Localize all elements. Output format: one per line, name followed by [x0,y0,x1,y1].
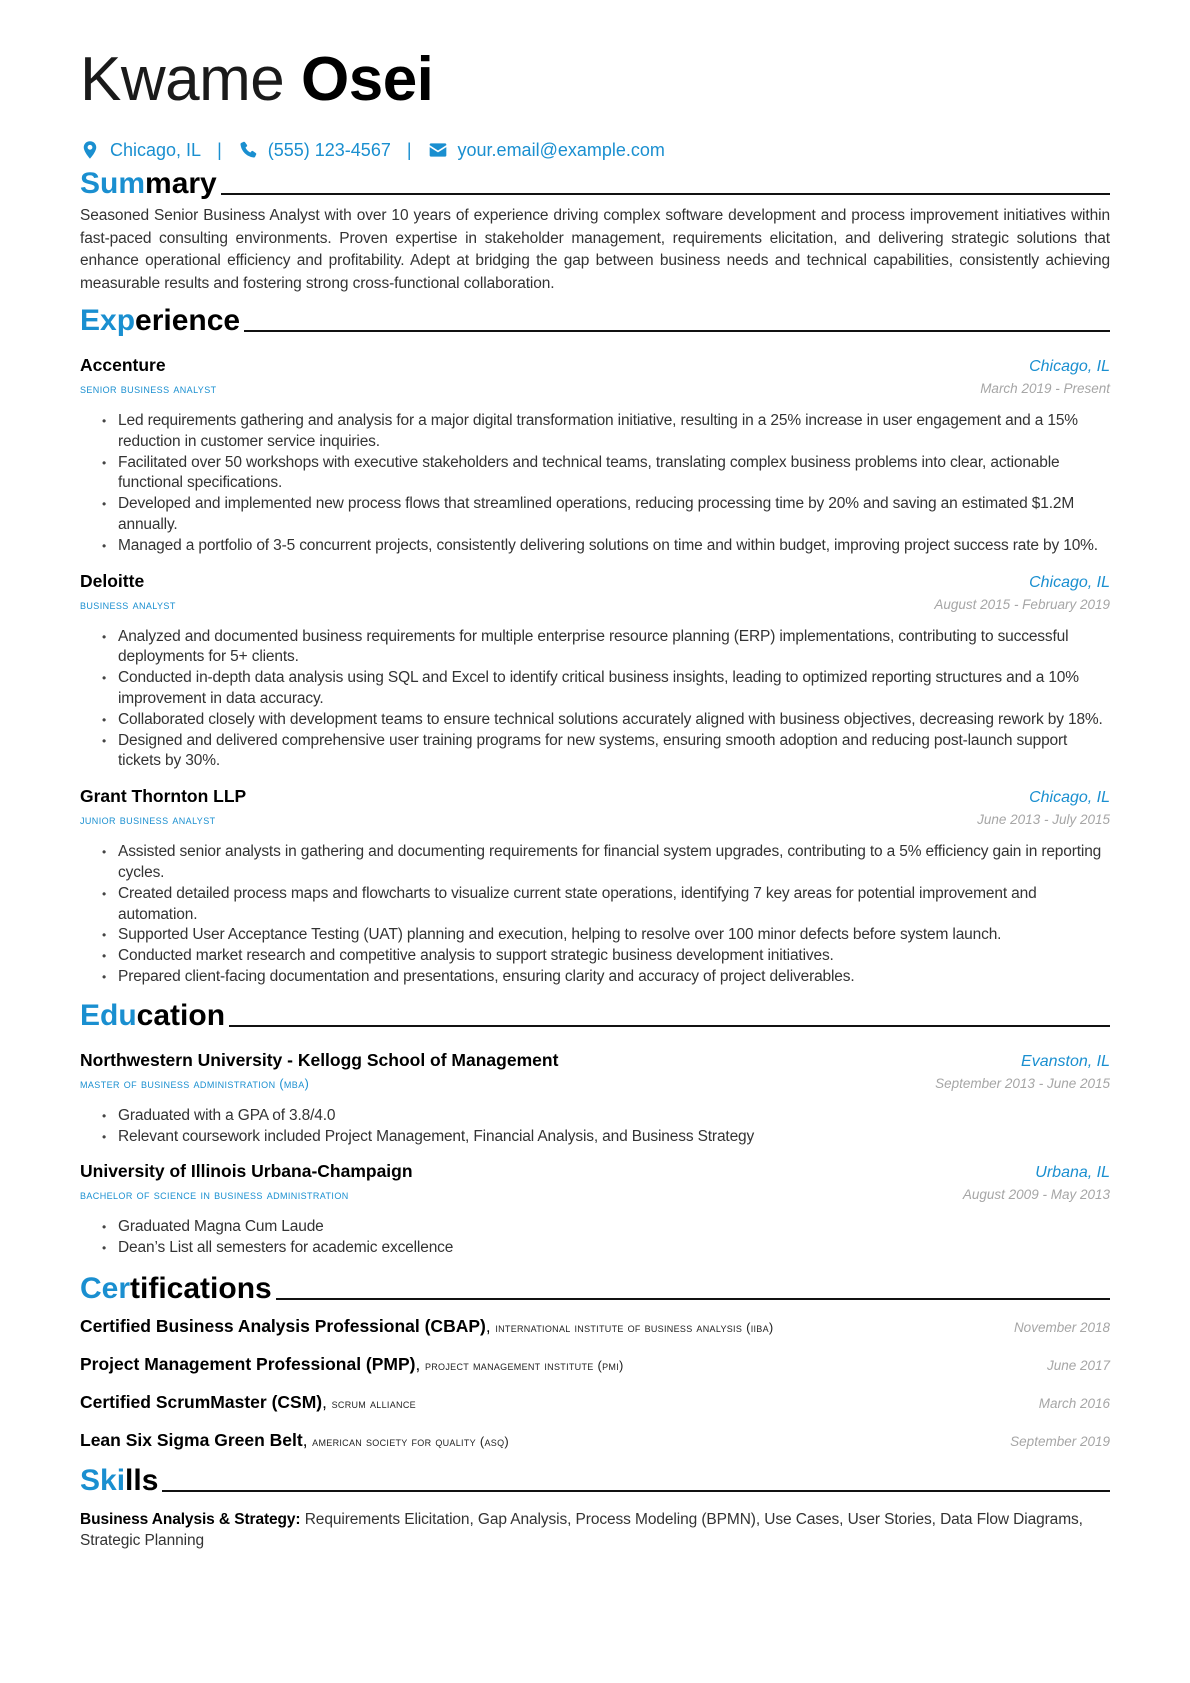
degree: bachelor of science in business administration [80,1188,349,1203]
bullet-item: • Relevant coursework included Project Management, Financial Analysis, and Business Strategy [102,1127,1110,1148]
cert-issuer: international institute of business analysis (iiba) [495,1319,774,1335]
job-bullets [102,411,1110,557]
location-text: Chicago, IL [110,139,202,160]
cert-date: June 2017 [1046,1357,1110,1373]
bullet-item: • Conducted market research and competitive analysis to support strategic business development initiatives. [102,946,1110,967]
skills-group-items: Requirements Elicitation, Gap Analysis, Process Modeling (BPMN), Use Cases, User Stories, Data Flow Diagrams, Strategic Planning [80,1510,1083,1549]
education-bullets [102,1106,1110,1148]
school-location: Evanston, IL [1021,1052,1110,1070]
heading-accent: Edu [80,998,137,1032]
skills-heading [80,1463,1110,1499]
bullet-item: • Conducted in-depth data analysis using SQL and Excel to identify critical business insights, leading to optimized reporting structures and a 10% improvement in data accuracy. [102,668,1110,710]
certification-item: Certified ScrumMaster (CSM), scrum alliance March 2016 [80,1389,1110,1417]
bullet-item: • Assisted senior analysts in gathering and documenting requirements for financial system upgrades, contributing to a 5% efficiency gain in reporting cycles. [102,842,1110,884]
cert-issuer: scrum alliance [331,1395,416,1411]
skills-group-label: Business Analysis & Strategy: [80,1510,301,1528]
email-link[interactable]: your.email@example.com [457,139,665,160]
job-dates: August 2015 - February 2019 [934,596,1110,612]
separator: | [217,139,222,160]
experience-entry [80,784,1110,988]
heading-accent: Cer [80,1271,131,1305]
contact-phone[interactable] [238,140,391,161]
separator: | [406,139,412,160]
experience-heading [80,303,1110,339]
certification-item: Project Management Professional (PMP), project management institute (pmi) June 2017 [80,1351,1110,1379]
contact-location [80,140,201,161]
bullet-item: • Dean’s List all semesters for academic excellence [102,1238,1110,1259]
bullet-item: • Graduated with a GPA of 3.8/4.0 [102,1106,1110,1127]
heading-rest: cation [136,998,226,1032]
school-dates: September 2013 - June 2015 [935,1075,1110,1091]
summary-text: Seasoned Senior Business Analyst with over 10 years of experience driving complex software development and process improvement initiatives within fast-paced consulting environments. Proven expertise in stakeholder management, requirements elicitation, and delivering strategic solutions that enhance operational efficiency and profitability. Adept at bridging the gap between business needs and technical capabilities, consistently achieving measurable results and fostering strong cross-functional collaboration. [80,207,1110,292]
education-entry [80,1048,1110,1148]
school-name: University of Illinois Urbana-Champaign [80,1161,413,1182]
summary-heading [80,166,1110,202]
bullet-item: • Developed and implemented new process flows that streamlined operations, reducing processing time by 20% and saving an estimated $1.2M annually. [102,494,1110,536]
heading-rule [162,1490,1110,1492]
job-bullets [102,627,1110,773]
cert-name: Certified Business Analysis Professional (CBAP) [80,1315,486,1336]
job-location: Chicago, IL [1029,789,1110,807]
bullet-item: • Collaborated closely with development teams to ensure technical solutions accurately aligned with business objectives, decreasing rework by 18%. [102,710,1110,731]
contact-bar [80,136,1110,164]
job-location: Chicago, IL [1029,358,1110,375]
bullet-item: • Created detailed process maps and flowcharts to visualize current state operations, identifying 7 key areas for potential improvement and automation. [102,884,1110,926]
heading-accent: Exp [80,304,136,337]
cert-name: Lean Six Sigma Green Belt [80,1429,303,1450]
job-location: Chicago, IL [1029,573,1110,591]
skills-group [80,1509,1110,1551]
experience-entry [80,569,1110,773]
job-dates: June 2013 - July 2015 [977,812,1110,828]
degree: master of business administration (mba) [80,1076,310,1091]
heading-rule [229,1025,1110,1027]
certification-item: Certified Business Analysis Professional (CBAP), international institute of business analysis (iiba) November 2018 [80,1313,1110,1341]
company-name: Deloitte [80,570,145,591]
heading-rest: erience [135,304,241,337]
heading-accent: Ski [80,1463,126,1497]
cert-date: November 2018 [1013,1319,1110,1335]
cert-name: Project Management Professional (PMP) [80,1353,416,1374]
map-marker-icon [80,140,100,160]
certifications-heading [80,1271,1110,1307]
heading-rest: lls [125,1463,159,1497]
candidate-name [80,40,1110,120]
bullet-item: • Analyzed and documented business requirements for multiple enterprise resource planning (ERP) implementations, contributing to successful deployments for 5+ clients. [102,627,1110,669]
envelope-icon [428,140,448,160]
heading-rule [276,1298,1110,1300]
school-dates: August 2009 - May 2013 [962,1187,1110,1203]
bullet-item: • Designed and delivered comprehensive user training programs for new systems, ensuring smooth adoption and reducing post-launch support tickets by 30%. [102,731,1110,773]
education-bullets [102,1217,1110,1259]
bullet-item: • Led requirements gathering and analysis for a major digital transformation initiative, resulting in a 25% increase in user engagement and a 15% reduction in customer service inquiries. [102,411,1110,453]
bullet-item: • Supported User Acceptance Testing (UAT) planning and execution, helping to resolve over 100 minor defects before system launch. [102,925,1110,946]
cert-issuer: project management institute (pmi) [424,1357,624,1373]
heading-rule [244,330,1110,332]
heading-accent: Sum [80,167,146,200]
certification-item: Lean Six Sigma Green Belt, american society for quality (asq) September 2019 [80,1427,1110,1455]
bullet-item: • Graduated Magna Cum Laude [102,1217,1110,1238]
cert-name: Certified ScrumMaster (CSM) [80,1391,323,1412]
job-title: business analyst [80,597,176,612]
first-name: Kwame [80,45,285,114]
cert-date: September 2019 [1010,1433,1110,1449]
bullet-item: • Facilitated over 50 workshops with executive stakeholders and technical teams, translating complex business problems into clear, actionable functional specifications. [102,453,1110,495]
bullet-item: • Managed a portfolio of 3-5 concurrent projects, consistently delivering solutions on time and within budget, improving project success rate by 10%. [102,536,1110,557]
certifications-list [80,1313,1110,1455]
cert-date: March 2016 [1038,1395,1110,1411]
job-title: junior business analyst [80,813,216,828]
school-location: Urbana, IL [1035,1164,1110,1182]
cert-issuer: american society for quality (asq) [312,1433,510,1449]
last-name: Osei [300,45,434,114]
bullet-item: • Prepared client-facing documentation and presentations, ensuring clarity and accuracy of project deliverables. [102,967,1110,988]
job-bullets [102,842,1110,988]
company-name: Accenture [80,355,166,375]
heading-rest: tifications [130,1271,272,1305]
heading-rule [221,193,1110,195]
heading-rest: mary [145,167,217,200]
job-title: senior business analyst [80,382,217,396]
phone-icon [238,140,258,160]
job-dates: March 2019 - Present [980,381,1110,396]
education-entry [80,1159,1110,1259]
contact-email[interactable] [428,140,665,161]
company-name: Grant Thornton LLP [80,786,247,807]
experience-entry [80,353,1110,557]
education-heading [80,998,1110,1034]
school-name: Northwestern University - Kellogg School of Management [80,1049,559,1070]
phone-text: (555) 123-4567 [267,139,391,160]
